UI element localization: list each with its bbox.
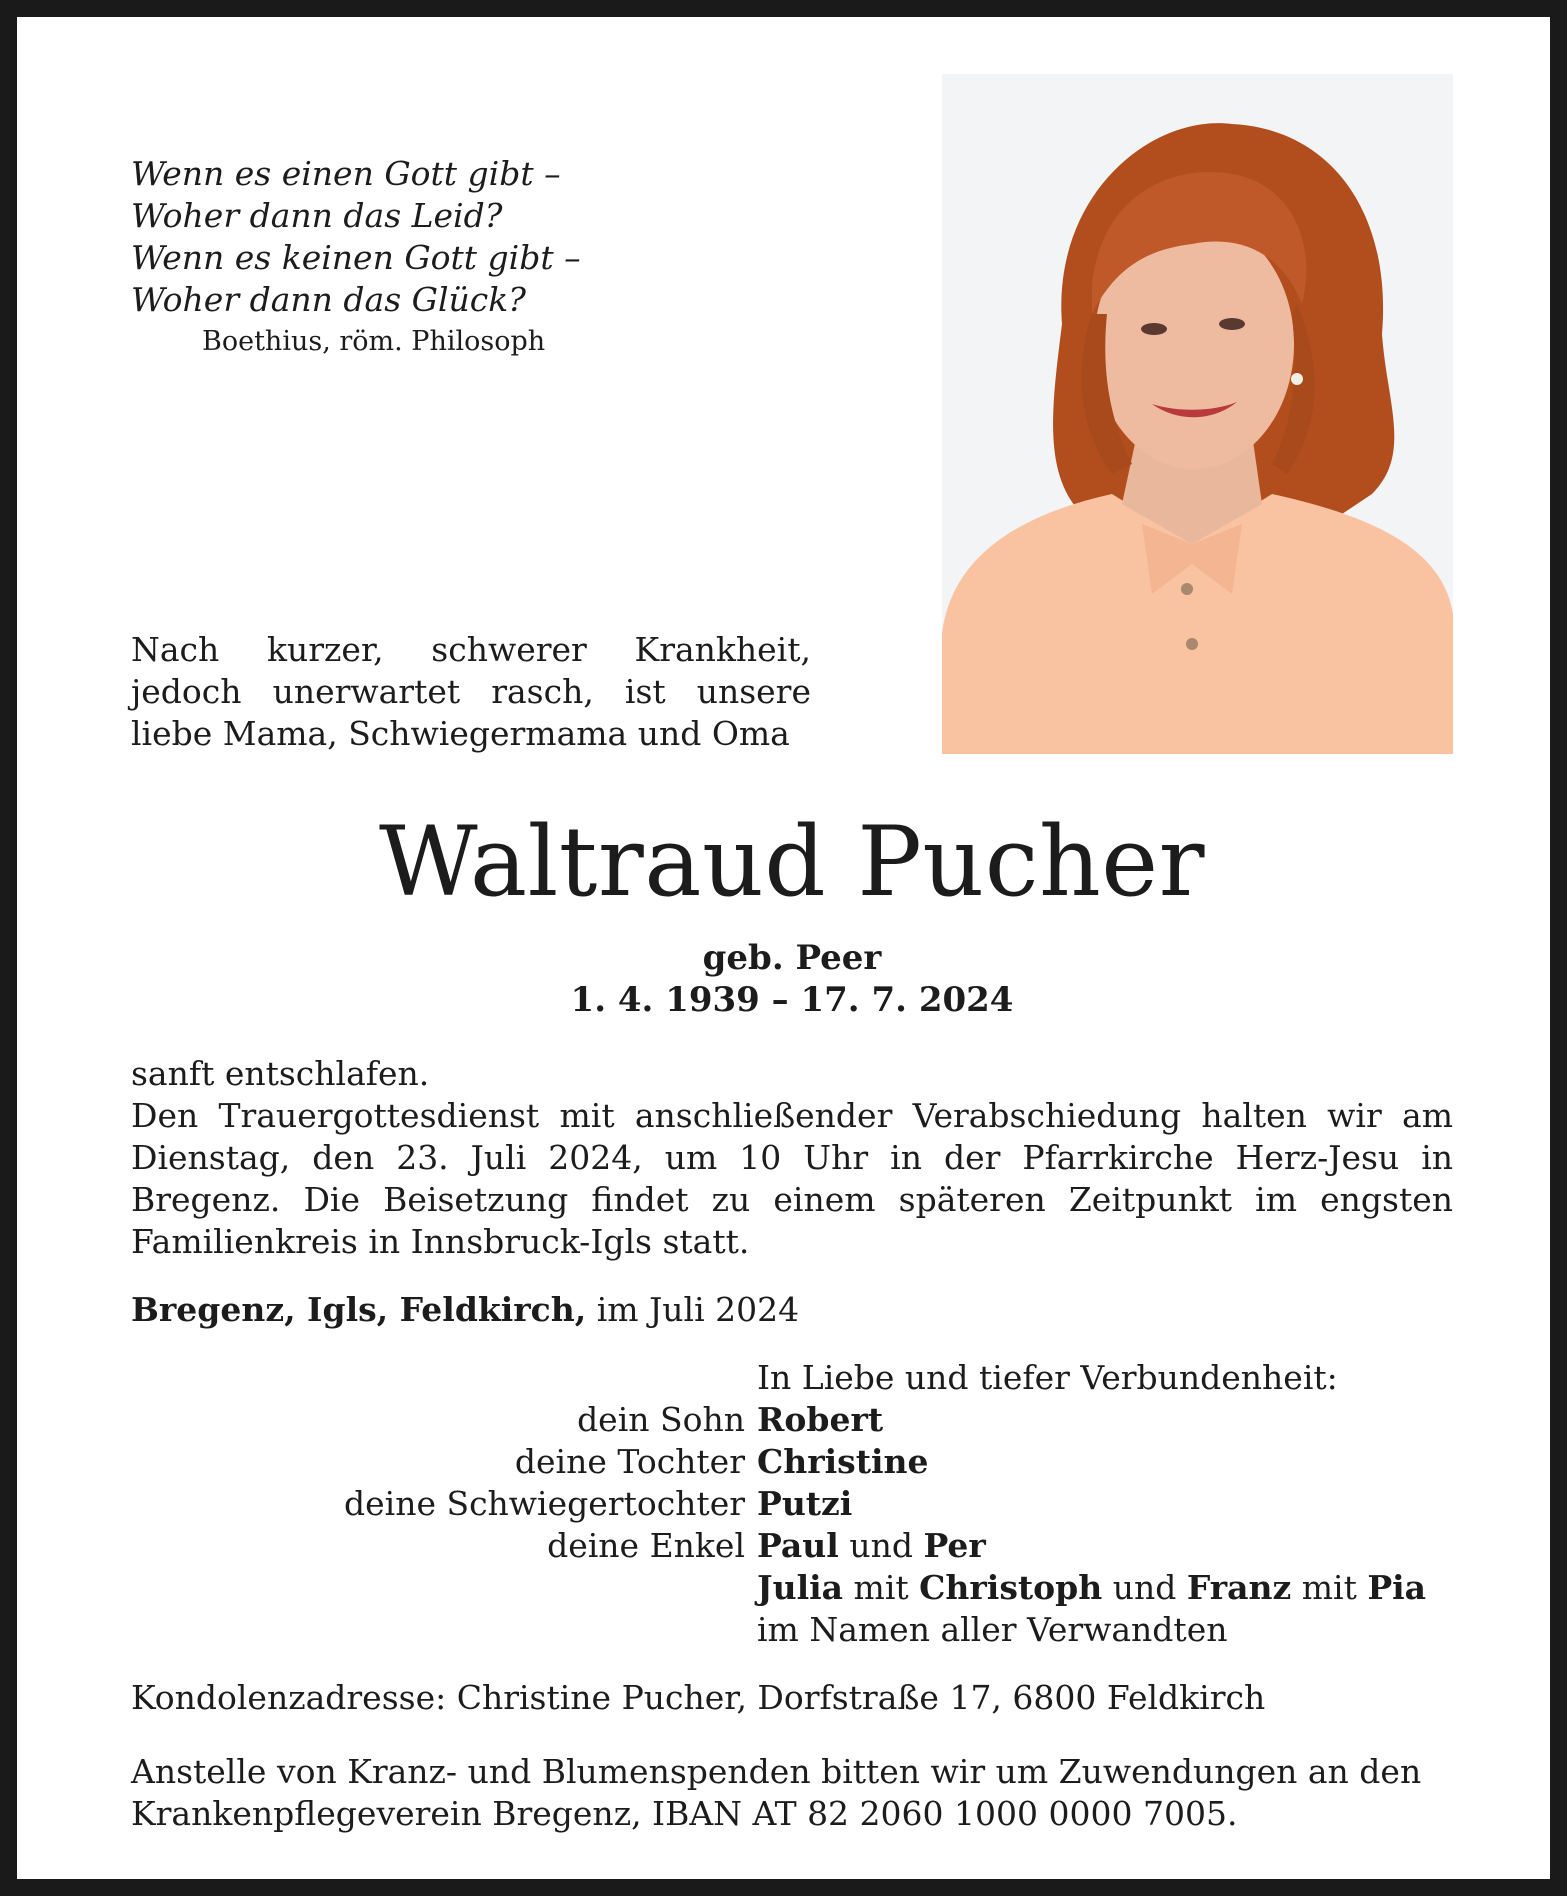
- passed-away-text: sanft entschlafen.: [131, 1054, 430, 1093]
- family-member: Robert: [757, 1400, 884, 1439]
- quote-block: [131, 153, 691, 361]
- donation-line: Krankenpflegeverein Bregenz, IBAN AT 82 2060 1000 0000 7005.: [131, 1794, 1238, 1833]
- donation-note: [131, 1751, 1453, 1835]
- condolence-address: Kondolenzadresse: Christine Pucher, Dorfstraße 17, 6800 Feldkirch: [131, 1678, 1266, 1717]
- portrait-illustration: [942, 74, 1453, 754]
- funeral-details: Den Trauergottesdienst mit anschließender Verabschiedung halten wir am Dienstag, den 23. Juli 2024, um 10 Uhr in der Pfarrkirche Herz-Jesu in Bregenz. Die Beisetzung findet zu einem späteren Zeitpunkt im engsten Familienkreis in Innsbruck-Igls statt.: [131, 1096, 1453, 1261]
- family-row: [131, 1399, 1453, 1441]
- quote-source: Boethius, röm. Philosoph: [202, 326, 546, 357]
- quote-line: Wenn es einen Gott gibt –: [131, 154, 561, 193]
- month-year: im Juli 2024: [586, 1290, 800, 1329]
- family-row: [131, 1441, 1453, 1483]
- family-row: [131, 1609, 1453, 1651]
- family-row: [131, 1525, 1453, 1567]
- quote-line: Woher dann das Glück?: [131, 280, 526, 319]
- family-member: Paul und Per: [757, 1526, 986, 1565]
- relatives-note: im Namen aller Verwandten: [757, 1610, 1228, 1649]
- intro-text: Nach kurzer, schwerer Krankheit, jedoch unerwartet rasch, ist unsere liebe Mama, Schwiegermama und Oma: [131, 630, 811, 753]
- family-row: [131, 1567, 1453, 1609]
- place-and-date: [131, 1289, 1453, 1331]
- family-list: [131, 1399, 1453, 1651]
- relation-label: deine Enkel: [547, 1526, 745, 1565]
- relation-label: deine Tochter: [514, 1442, 745, 1481]
- obituary-content: [131, 17, 1453, 1879]
- family-member: Julia mit Christoph und Franz mit Pia: [757, 1568, 1427, 1607]
- portrait-photo: [942, 74, 1453, 754]
- family-member: Putzi: [757, 1484, 853, 1523]
- birth-name: geb. Peer: [702, 938, 882, 978]
- quote-line: Wenn es keinen Gott gibt –: [131, 238, 581, 277]
- donation-line: Anstelle von Kranz- und Blumenspenden bitten wir um Zuwendungen an den: [131, 1752, 1422, 1791]
- relation-label: deine Schwiegertochter: [343, 1484, 745, 1523]
- relation-label: dein Sohn: [577, 1400, 745, 1439]
- family-member: Christine: [757, 1442, 929, 1481]
- obituary-page: [17, 17, 1550, 1879]
- family-heading: In Liebe und tiefer Verbundenheit:: [757, 1358, 1338, 1397]
- towns: Bregenz, Igls, Feldkirch,: [131, 1290, 587, 1329]
- family-row: [131, 1483, 1453, 1525]
- service-announcement: [131, 1053, 1453, 1263]
- deceased-name: Waltraud Pucher: [379, 806, 1205, 918]
- quote-line: Woher dann das Leid?: [131, 196, 503, 235]
- life-dates: 1. 4. 1939 – 17. 7. 2024: [570, 980, 1014, 1020]
